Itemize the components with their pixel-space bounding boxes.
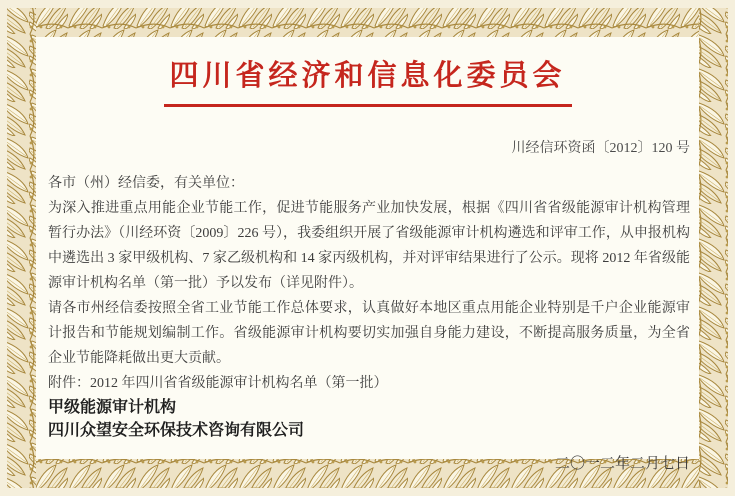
letter-body: [48, 171, 690, 442]
attachment-line: 附件：2012 年四川省省级能源审计机构名单（第一批）: [48, 376, 388, 391]
document-number: 川经信环资函〔2012〕120 号: [511, 141, 690, 156]
title-underline-rule: [164, 104, 572, 107]
category-heading: 甲级能源审计机构: [48, 399, 177, 416]
letter-content: [36, 37, 699, 472]
page-title: 四川省经济和信息化委员会: [169, 60, 566, 92]
issue-date: 二〇一二年二月七日: [554, 456, 690, 472]
company-name: 四川众望安全环保技术咨询有限公司: [48, 422, 305, 439]
salutation-line: 各市（州）经信委，有关单位：: [48, 176, 244, 191]
paragraph-request: 请各市州经信委按照全省工业节能工作总体要求，认真做好本地区重点用能企业特别是千户企业能源审计报告和节能规划编制工作。省级能源审计机构要切实加强自身能力建设，不断提高服务质量，为全省企业节能降耗做出更大贡献。: [48, 301, 690, 366]
paragraph-main: 为深入推进重点用能企业节能工作，促进节能服务产业加快发展，根据《四川省省级能源审计机构管理暂行办法》（川经环资〔2009〕226 号），我委组织开展了省级能源审计机构遴选和评审工作，从申报机构中遴选出 3 家甲级机构、7 家乙级机构和 14 家丙级机构，并对评审结果进行了公示。现将 2012 年省级能源审计机构名单（第一批）予以发布（详见附件）。: [48, 201, 690, 291]
